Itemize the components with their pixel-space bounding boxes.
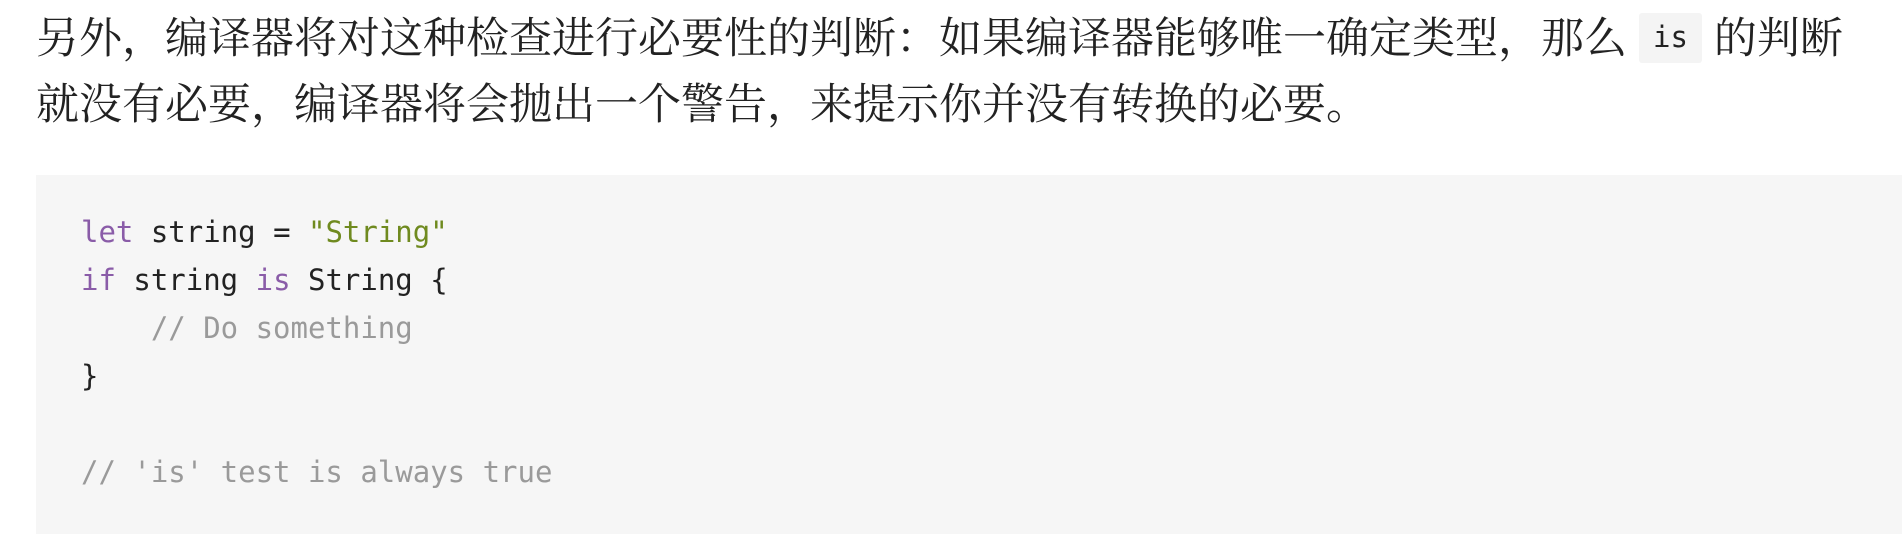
- keyword-if: if: [81, 263, 116, 297]
- code-line-3: [81, 310, 413, 346]
- code-line-1: [81, 214, 448, 250]
- code-line-2: [81, 262, 448, 298]
- paragraph-line-1: [36, 6, 1902, 72]
- code-text: String {: [290, 263, 448, 297]
- string-literal: "String": [308, 215, 448, 249]
- closing-brace: }: [81, 359, 99, 393]
- keyword-is: is: [255, 263, 291, 297]
- code-block: [36, 175, 1902, 534]
- explanation-paragraph: [36, 6, 1902, 138]
- code-text: string =: [133, 215, 308, 249]
- code-line-4: [81, 358, 98, 394]
- paragraph-text-before-code: 另外，编译器将对这种检查进行必要性的判断：如果编译器能够唯一确定类型，那么: [36, 14, 1627, 64]
- paragraph-text-after-code: 的判断: [1713, 14, 1843, 64]
- code-text: string: [115, 263, 256, 297]
- paragraph-line-2: 就没有必要，编译器将会抛出一个警告，来提示你并没有转换的必要。: [36, 80, 1369, 130]
- code-comment-warning: // 'is' test is always true: [81, 455, 553, 489]
- code-line-6: [81, 454, 552, 490]
- inline-code-is: is: [1639, 13, 1702, 63]
- code-comment: // Do something: [81, 311, 413, 345]
- keyword-let: let: [81, 215, 134, 249]
